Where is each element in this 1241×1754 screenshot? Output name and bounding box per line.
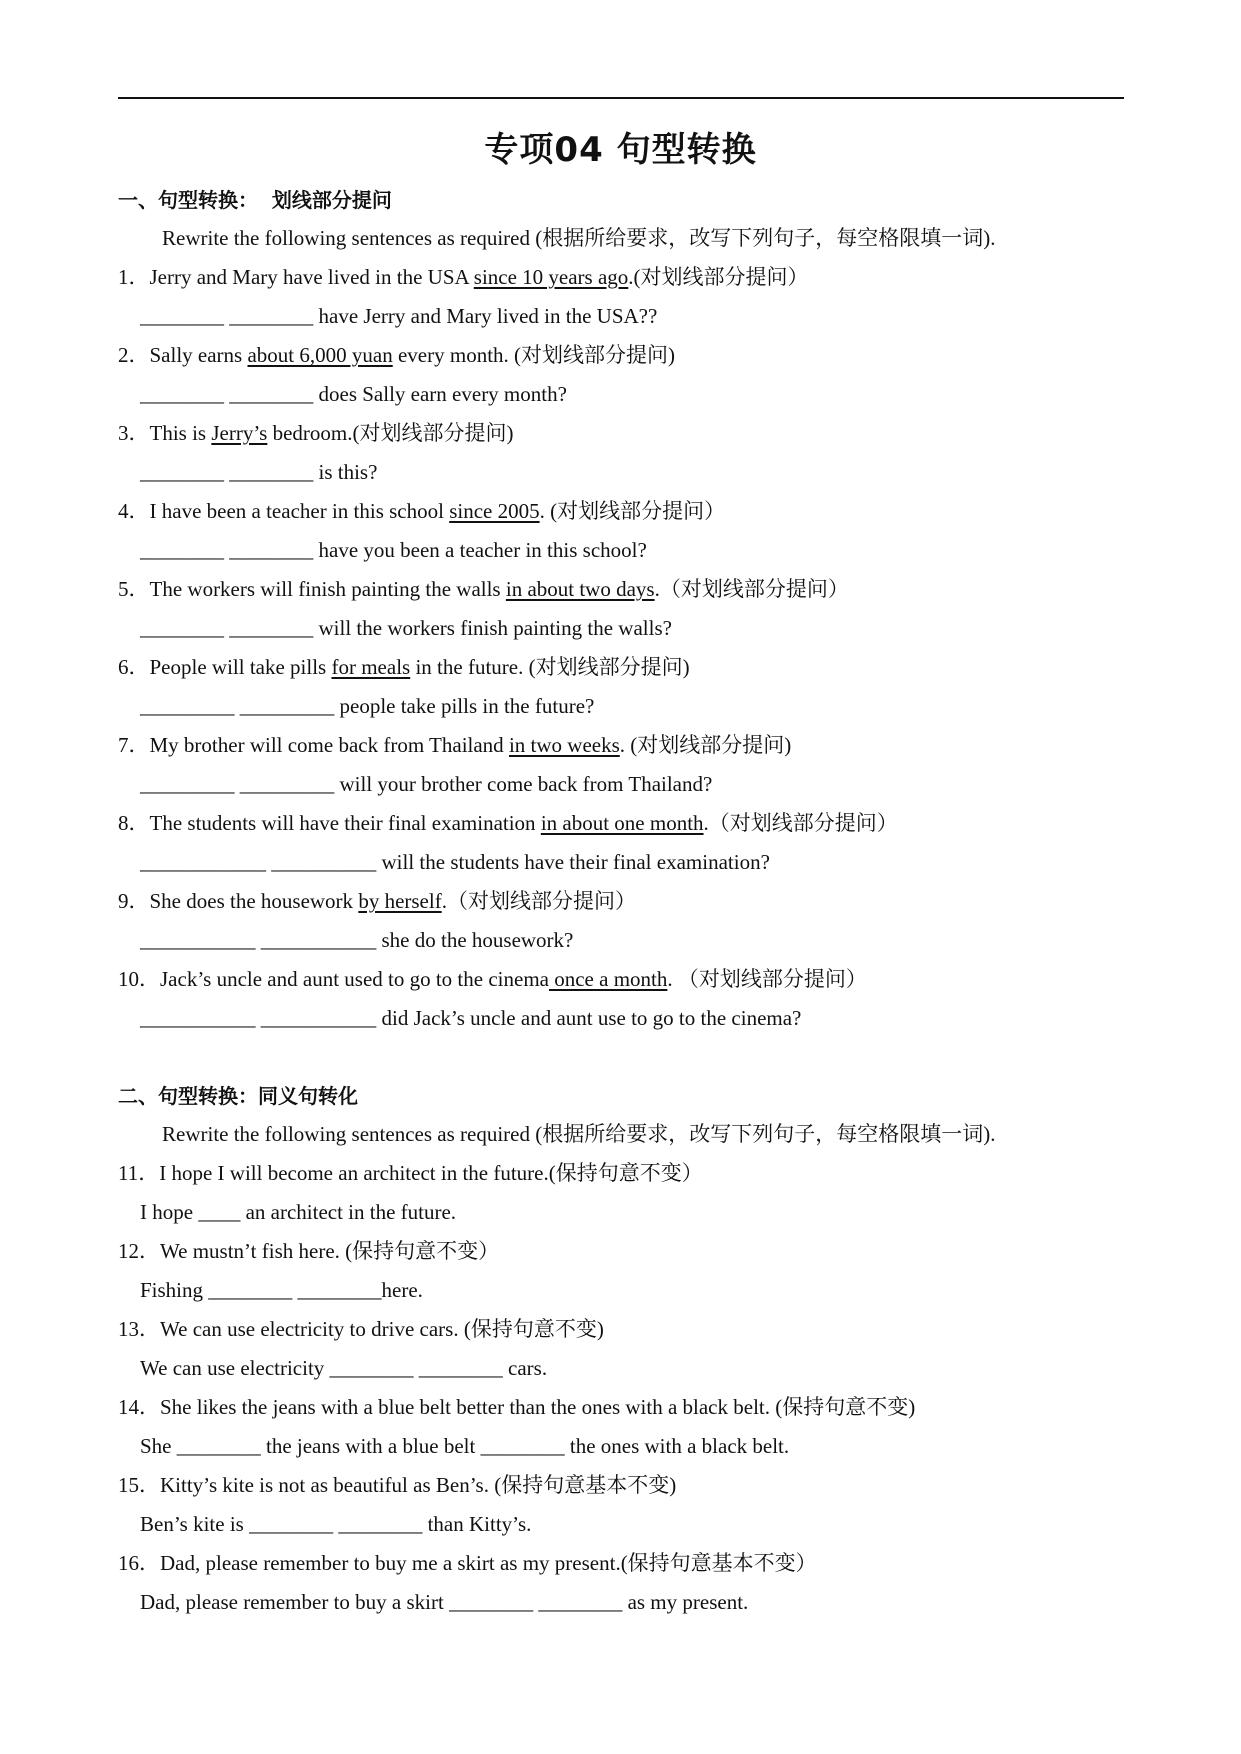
question-number: 12． xyxy=(118,1239,160,1263)
section-1-instruction: Rewrite the following sentences as required (根据所给要求，改写下列句子，每空格限填一词). xyxy=(162,226,996,250)
answer-line-11: I hope ____ an architect in the future. xyxy=(140,1200,457,1224)
question-number: 16． xyxy=(118,1551,160,1575)
question-text: Kitty’s kite is not as beautiful as Ben’s. (保持句意基本不变) xyxy=(160,1473,677,1497)
header-rule xyxy=(118,97,1124,99)
section-1-heading: 一、句型转换： 划线部分提问 xyxy=(118,188,392,212)
answer-line-4: ________ ________ have you been a teacher in this school? xyxy=(140,538,647,562)
underlined-part: for meals xyxy=(331,655,411,679)
question-text: We mustn’t fish here. (保持句意不变） xyxy=(160,1239,500,1263)
question-4 xyxy=(118,497,725,525)
answer-line-8: ____________ __________ will the students have their final examination? xyxy=(140,850,770,874)
answer-line-14: She ________ the jeans with a blue belt ________ the ones with a black belt. xyxy=(140,1434,790,1458)
question-number: 3． xyxy=(118,421,150,445)
answer-line-2: ________ ________ does Sally earn every month? xyxy=(140,382,567,406)
question-10 xyxy=(118,965,867,993)
answer-line-9: ___________ ___________ she do the housework? xyxy=(140,928,574,952)
question-3 xyxy=(118,419,513,447)
question-number: 7． xyxy=(118,733,150,757)
answer-line-10: ___________ ___________ did Jack’s uncle and aunt use to go to the cinema? xyxy=(140,1006,802,1030)
question-14 xyxy=(118,1393,915,1421)
question-instruction: every month. (对划线部分提问) xyxy=(392,343,676,367)
question-6 xyxy=(118,653,690,681)
question-text: Sally earns xyxy=(149,343,248,367)
answer-line-15: Ben’s kite is ________ ________ than Kitty’s. xyxy=(140,1512,532,1536)
answer-line-12: Fishing ________ ________here. xyxy=(140,1278,423,1302)
answer-line-7: _________ _________ will your brother come back from Thailand? xyxy=(140,772,713,796)
question-number: 6． xyxy=(118,655,150,679)
page-title: 专项04 句型转换 xyxy=(484,130,757,170)
question-12 xyxy=(118,1237,499,1265)
question-15 xyxy=(118,1471,676,1499)
question-text: Jack’s uncle and aunt used to go to the cinema xyxy=(160,967,549,991)
section-2-instruction: Rewrite the following sentences as required (根据所给要求，改写下列句子，每空格限填一词). xyxy=(162,1122,996,1146)
question-instruction: .（对划线部分提问） xyxy=(703,811,898,835)
question-11 xyxy=(118,1159,703,1187)
question-text: She does the housework xyxy=(149,889,359,913)
question-instruction: bedroom.(对划线部分提问) xyxy=(267,421,514,445)
question-16 xyxy=(118,1549,817,1577)
underlined-part: by herself xyxy=(358,889,442,913)
question-2 xyxy=(118,341,675,369)
underlined-part: since 2005 xyxy=(449,499,540,523)
answer-line-13: We can use electricity ________ ________ cars. xyxy=(140,1356,548,1380)
question-number: 15． xyxy=(118,1473,160,1497)
question-instruction: . （对划线部分提问） xyxy=(667,967,867,991)
underlined-part: in about two days xyxy=(505,577,655,601)
question-instruction: .（对划线部分提问） xyxy=(441,889,636,913)
answer-line-16: Dad, please remember to buy a skirt ________ ________ as my present. xyxy=(140,1590,749,1614)
question-number: 10． xyxy=(118,967,160,991)
question-text: I hope I will become an architect in the future.(保持句意不变） xyxy=(159,1161,703,1185)
question-instruction: .(对划线部分提问） xyxy=(628,265,809,289)
question-number: 11． xyxy=(118,1161,160,1185)
question-text: We can use electricity to drive cars. (保持句意不变) xyxy=(160,1317,604,1341)
question-text: This is xyxy=(149,421,212,445)
answer-line-5: ________ ________ will the workers finish painting the walls? xyxy=(140,616,672,640)
underlined-part: in two weeks xyxy=(508,733,620,757)
underlined-part: about 6,000 yuan xyxy=(247,343,393,367)
question-text: Jerry and Mary have lived in the USA xyxy=(149,265,474,289)
question-9 xyxy=(118,887,636,915)
question-text: My brother will come back from Thailand xyxy=(149,733,509,757)
question-5 xyxy=(118,575,849,603)
question-number: 13． xyxy=(118,1317,160,1341)
question-7 xyxy=(118,731,791,759)
question-number: 5． xyxy=(118,577,150,601)
question-instruction: .（对划线部分提问） xyxy=(654,577,849,601)
question-number: 4． xyxy=(118,499,150,523)
answer-line-3: ________ ________ is this? xyxy=(140,460,378,484)
question-number: 8． xyxy=(118,811,150,835)
underlined-part: in about one month xyxy=(540,811,704,835)
question-1 xyxy=(118,263,809,291)
question-8 xyxy=(118,809,898,837)
question-text: I have been a teacher in this school xyxy=(149,499,450,523)
question-text: Dad, please remember to buy me a skirt as my present.(保持句意基本不变） xyxy=(160,1551,817,1575)
question-number: 1． xyxy=(118,265,150,289)
question-instruction: in the future. (对划线部分提问) xyxy=(410,655,690,679)
question-instruction: . (对划线部分提问) xyxy=(619,733,792,757)
underlined-part: since 10 years ago xyxy=(473,265,629,289)
question-text: The workers will finish painting the walls xyxy=(149,577,506,601)
question-13 xyxy=(118,1315,604,1343)
question-text: People will take pills xyxy=(149,655,332,679)
underlined-part: once a month xyxy=(548,967,668,991)
answer-line-6: _________ _________ people take pills in the future? xyxy=(140,694,595,718)
question-number: 2． xyxy=(118,343,150,367)
question-instruction: . (对划线部分提问） xyxy=(539,499,726,523)
question-text: She likes the jeans with a blue belt better than the ones with a black belt. (保持句意不变) xyxy=(160,1395,916,1419)
answer-line-1: ________ ________ have Jerry and Mary lived in the USA?? xyxy=(140,304,658,328)
question-number: 14． xyxy=(118,1395,160,1419)
underlined-part: Jerry’s xyxy=(211,421,268,445)
section-2-heading: 二、句型转换：同义句转化 xyxy=(118,1084,358,1108)
question-text: The students will have their final examination xyxy=(149,811,541,835)
question-number: 9． xyxy=(118,889,150,913)
